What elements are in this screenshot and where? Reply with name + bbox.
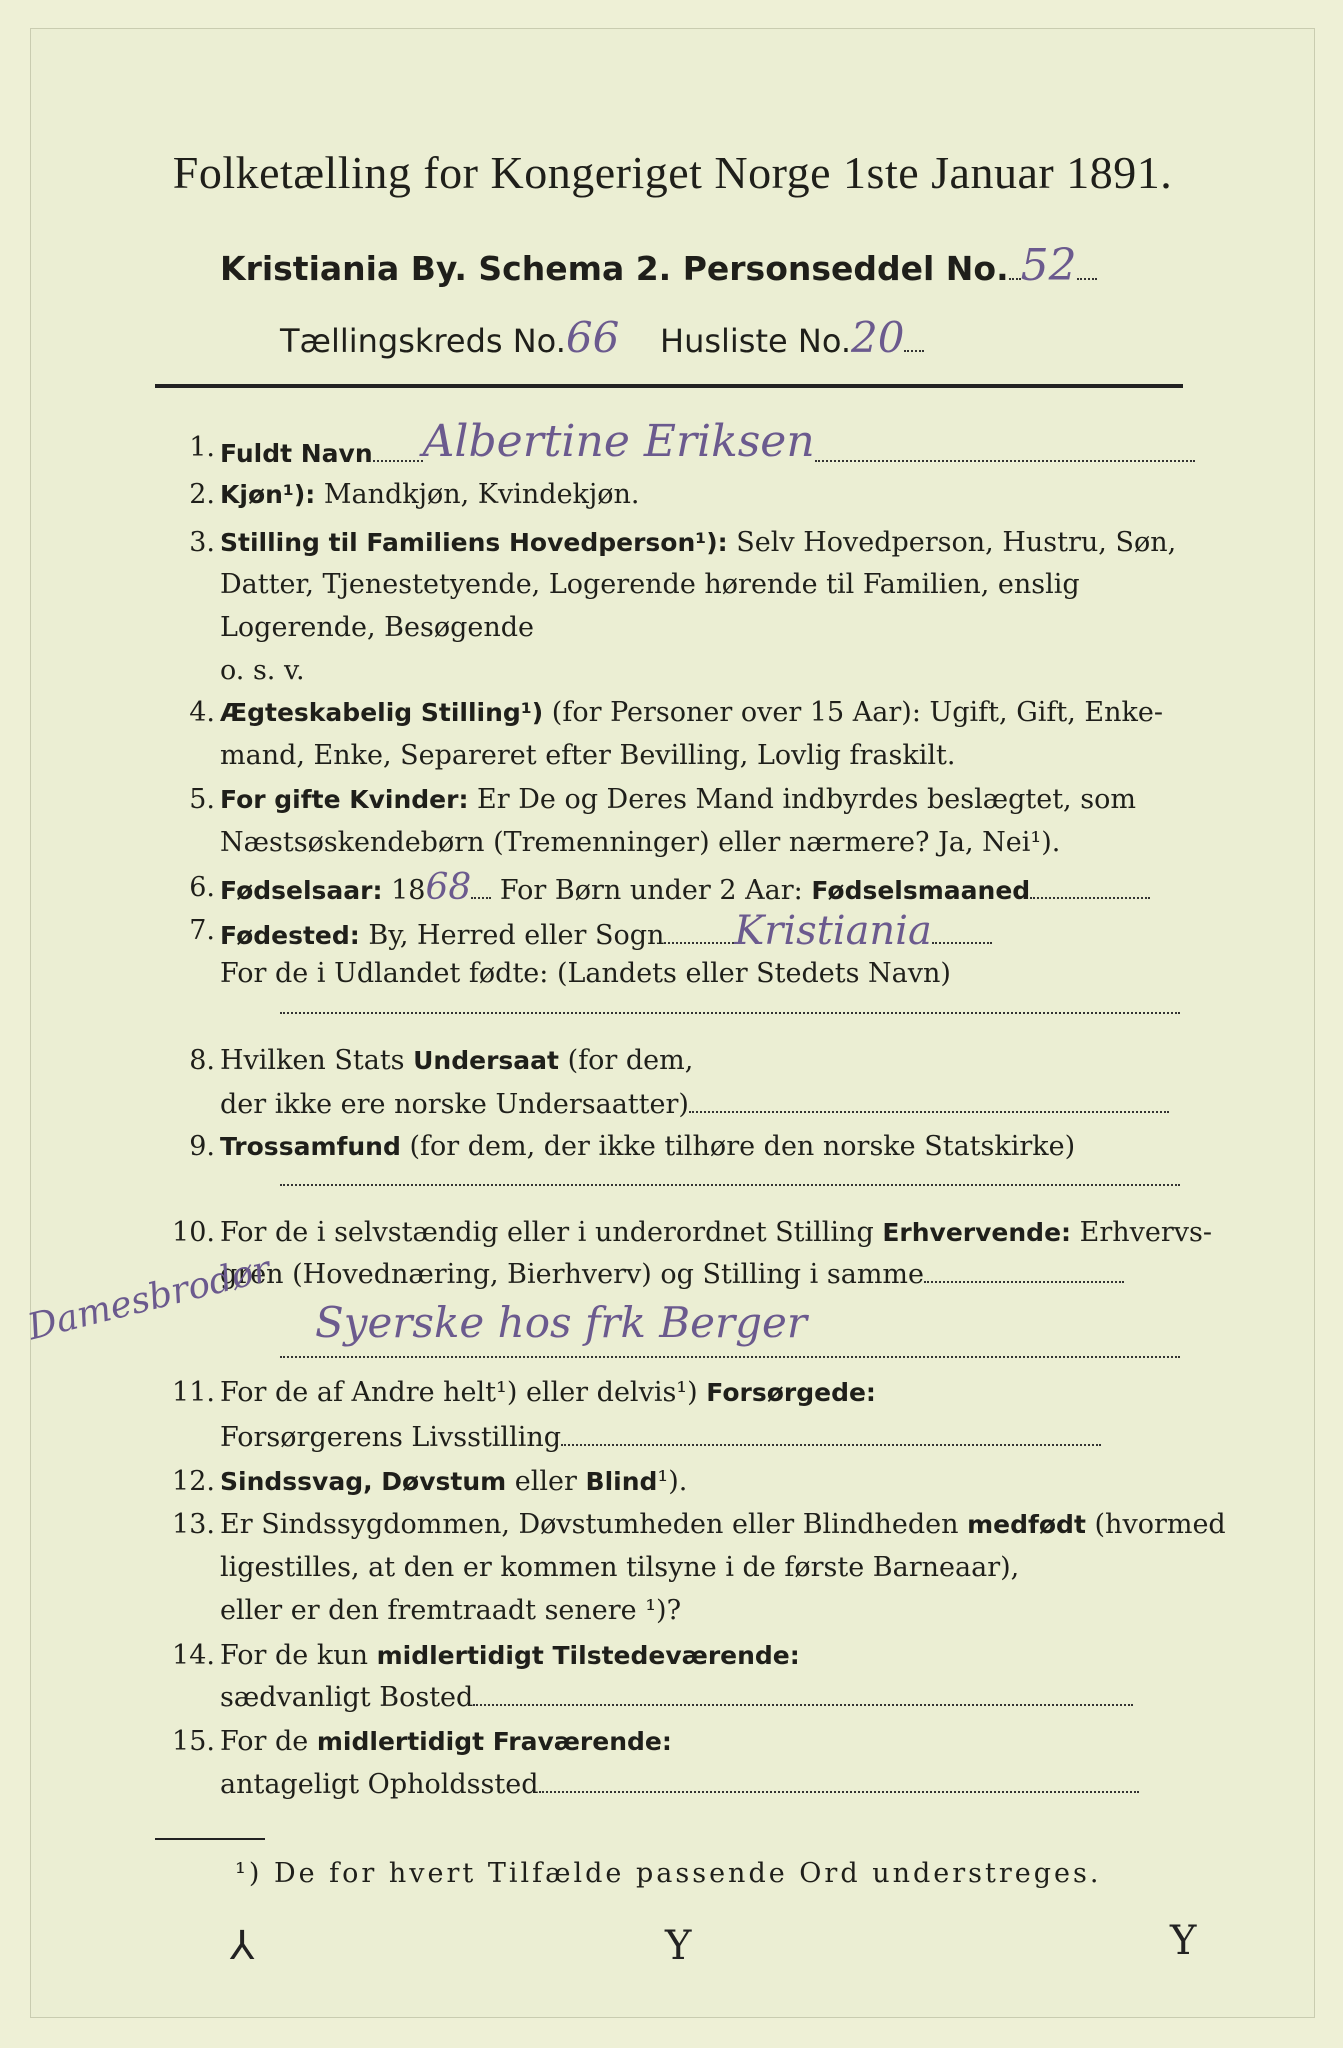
answer-occupation: Syerske hos frk Berger bbox=[315, 1298, 807, 1347]
corner-mark-right: Y bbox=[1170, 1918, 1197, 1964]
personseddel-number: 52 bbox=[1020, 240, 1077, 291]
footnote-divider bbox=[155, 1838, 265, 1840]
census-form: Folketælling for Kongeriget Norge 1ste Januar 1891. Kristiania By. Schema 2. Personseddel No. 52 Tællingskreds No.66 Husliste No.20 1. Fuldt Navn Albertine Eriksen 2. Kjøn¹): Mandkjøn, Kvindekjøn. 3. Stilling til Familiens Hovedperson¹): Selv Hovedperson, Hustru, Søn, Datter, Tjenestetyende, Logerende hørende til Familien, enslig Logerende, Besøgende o. s. v. 4. Ægteskabelig Stilling¹) (for Personer over 15 Aar): Ugift, Gift, Enke- mand, Enke, Separeret efter Bevilling, Lovlig fraskilt. 5. For gifte Kvinder: Er De og Deres Mand indbyrdes beslægtet, som Næstsøskendebørn (Tremenninger) eller nærmere? Ja, Nei¹). 6. Fødselsaar: 1868 For Børn under 2 Aar: Fødselsmaaned 7. Fødested: By, Herred eller Sogn Kristiania For de i Udlandet fødte: (Landets eller Stedets Navn) 8. Hvilken Stats Undersaat (for dem, der ikke ere norske Undersaatter) 9. Trossamfund (for dem, der ikke tilhøre den norske Statskirke) 10. For de i selvstændig eller i underordnet Stilling Erhvervende: Erhvervs- gren (Hovednæring, Bierhverv) og Stilling i samme Syerske hos frk Berger Damesbrodør 11. For de af Andre helt¹) eller delvis¹) Forsørgede: Forsørgerens Livsstilling 12. Sindssvag, Døvstum eller Blind¹). 13. Er Sindssygdommen, Døvstumheden eller Blindheden medfødt (hvormed ligestilles, at den er kommen tilsyne i de første Barneaar), eller er den fremtraadt senere ¹)? 14. For de kun midlertidigt Tilstedeværende: sædvanligt Bosted 15. For de midlertidigt Fraværende: antageligt Opholdssted ¹) De for hvert Tilfælde passende Ord understreges. ⅄ Y Y bbox=[30, 28, 1315, 2018]
corner-mark-left: ⅄ bbox=[230, 1923, 255, 1969]
item-10-blank-line bbox=[280, 1354, 1180, 1358]
form-subtitle: Kristiania By. Schema 2. Personseddel No. 52 bbox=[220, 240, 1097, 291]
item-9-blank-line bbox=[280, 1182, 1180, 1186]
husliste-number: 20 bbox=[851, 313, 905, 362]
corner-mark-center: Y bbox=[665, 1923, 692, 1969]
taellingskreds-number: 66 bbox=[565, 313, 620, 362]
margin-note-occupation: Damesbrodør bbox=[23, 1248, 275, 1349]
answer-full-name: Albertine Eriksen bbox=[422, 416, 815, 467]
form-title: Folketælling for Kongeriget Norge 1ste Januar 1891. bbox=[172, 147, 1173, 198]
answer-birth-year: 68 bbox=[425, 867, 472, 908]
header-divider bbox=[155, 384, 1183, 388]
item-7-blank-line bbox=[280, 1010, 1180, 1014]
form-district-line: Tællingskreds No.66 Husliste No.20 bbox=[280, 313, 924, 362]
footnote: ¹) De for hvert Tilfælde passende Ord understreges. bbox=[235, 1858, 1102, 1889]
answer-birthplace: Kristiania bbox=[734, 908, 932, 954]
